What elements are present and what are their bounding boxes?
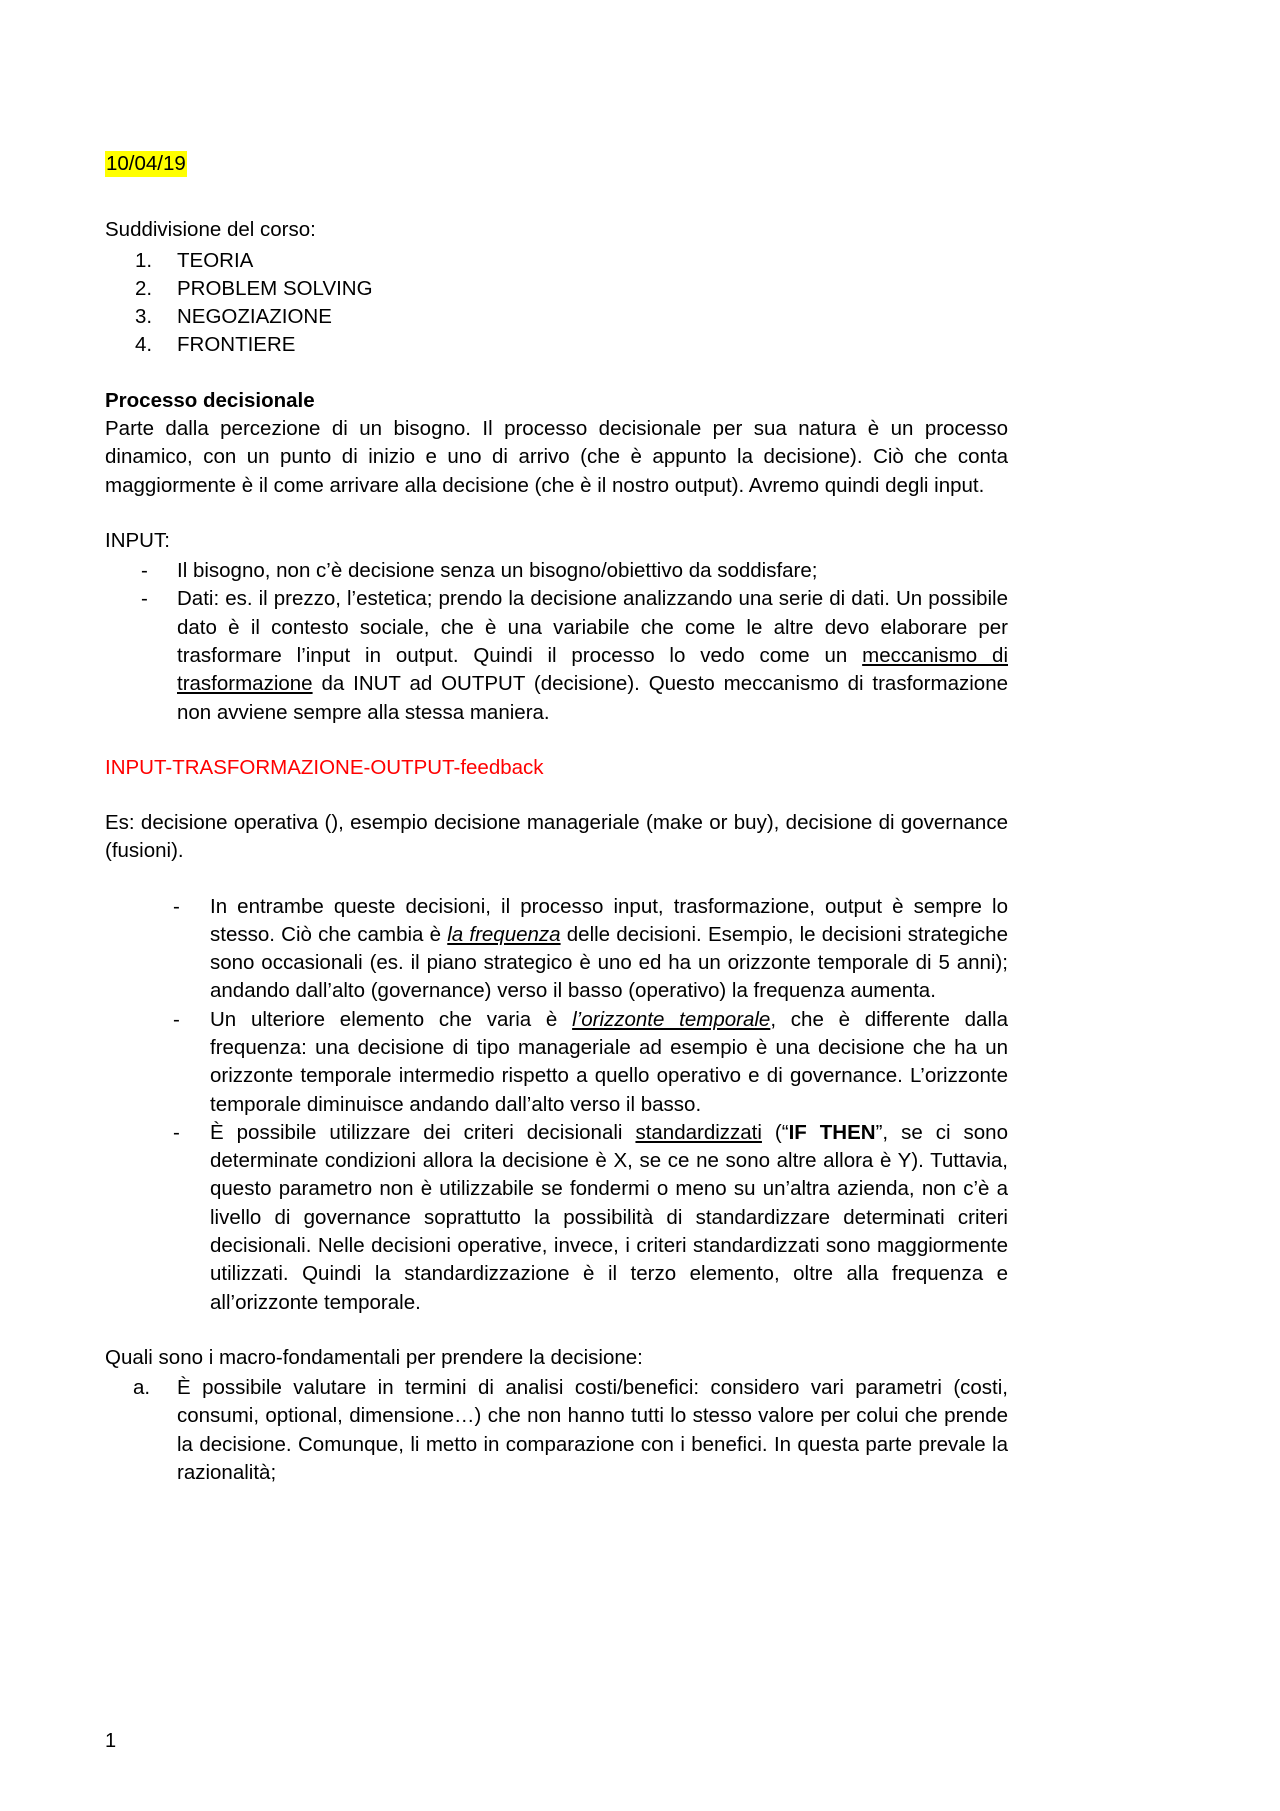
macro-list (105, 1374, 1008, 1487)
section-heading-processo: Processo decisionale (105, 388, 315, 412)
date-header (105, 150, 1008, 178)
spacer (105, 360, 1008, 387)
list-marker: 2. (135, 276, 153, 300)
list-marker: 3. (135, 305, 153, 329)
list-item (173, 893, 1008, 1006)
italic-underlined-emphasis: l’orizzonte temporale (572, 1007, 771, 1031)
list-item (141, 557, 1008, 585)
macro-section-lead: Quali sono i macro-fondamentali per prendere la decisione: (105, 1345, 643, 1369)
list-item-text-part3: ”, se ci sono determinate condizioni allora la decisione è X, se ce ne sono altre allora è Y). Tuttavia, questo parametro non è utilizzabile se fondermi o meno su un’altra azienda, non c’è a livello di governance soprattutto la possibilità di standardizzare determinati criteri decisionali. Nelle decisioni operative, invece, i criteri standardizzati sono maggiormente utilizzati. Quindi la standardizzazione è il terzo elemento, oltre alla frequenza e all’orizzonte temporale. (210, 1120, 1008, 1314)
decision-bullet-list (105, 893, 1008, 1317)
list-item-label: NEGOZIAZIONE (177, 305, 332, 329)
list-item (135, 247, 1008, 275)
list-item (141, 585, 1008, 726)
list-item (135, 331, 1008, 359)
list-item-label: PROBLEM SOLVING (177, 276, 373, 300)
spacer (105, 727, 1008, 754)
list-item-label: TEORIA (177, 248, 254, 272)
list-marker: a. (133, 1376, 151, 1400)
list-item-text-part2: delle decisioni. Esempio, le decisioni strategiche sono occasionali (es. il piano strategico è uno ed ha un orizzonte temporale di 5 anni); andando dall’alto (governance) verso il basso (operativo) la frequenza aumenta. (210, 922, 1008, 1003)
list-item (173, 1119, 1008, 1317)
spacer (105, 500, 1008, 527)
list-item-text-part1: È possibile utilizzare dei criteri decisionali (210, 1120, 636, 1144)
document-body (105, 150, 1008, 1487)
list-item (135, 275, 1008, 303)
flow-line: INPUT-TRASFORMAZIONE-OUTPUT-feedback (105, 755, 544, 779)
list-marker: 4. (135, 333, 153, 357)
list-item-text: È possibile valutare in termini di analisi costi/benefici: considero vari parametri (costi, consumi, optional, dimensione…) che non hanno tutti lo stesso valore per colui che prende la decisione. Comunque, li metto in comparazione con i benefici. In questa parte prevale la razionalità; (177, 1376, 1008, 1484)
spacer (105, 782, 1008, 809)
list-marker: - (173, 1120, 180, 1144)
list-item (135, 303, 1008, 331)
underlined-emphasis: meccanismo di trasformazione (177, 643, 1008, 696)
list-item-label: FRONTIERE (177, 333, 296, 357)
course-breakdown-lead: Suddivisione del corso: (105, 218, 316, 242)
list-marker: - (141, 587, 148, 611)
list-item-text-part2: , che è differente dalla frequenza: una decisione di tipo manageriale ad esempio è una decisione che ha un orizzonte temporale intermedio rispetto a quello operativo e di governance. L’orizzonte temporale diminuisce andando dall’alto verso il basso. (210, 1007, 1008, 1116)
list-item-text-part1: Dati: es. il prezzo, l’estetica; prendo la decisione analizzando una serie di dati. Un possibile dato è il contesto sociale, che è una variabile che come le altre devo elaborare per trasformare l’input in output. Quindi il processo lo vedo come un (177, 587, 1008, 667)
list-item-text-part1: In entrambe queste decisioni, il processo input, trasformazione, output è sempre lo stesso. Ciò che cambia è (210, 894, 1008, 946)
list-item-text: Il bisogno, non c’è decisione senza un bisogno/obiettivo da soddisfare; (177, 559, 818, 583)
italic-underlined-emphasis: la frequenza (447, 922, 561, 946)
list-item (133, 1374, 1008, 1487)
list-item (173, 1006, 1008, 1119)
list-marker: - (173, 894, 180, 918)
input-bullet-list (105, 557, 1008, 727)
list-item-text-part1: Un ulteriore elemento che varia è (210, 1007, 573, 1031)
spacer (105, 866, 1008, 893)
page-number: 1 (105, 1730, 117, 1752)
input-section-lead: INPUT: (105, 528, 170, 552)
spacer (105, 1317, 1008, 1344)
date-highlight: 10/04/19 (106, 152, 186, 175)
list-item-text-part2: (“ (761, 1120, 789, 1144)
examples-paragraph: Es: decisione operativa (), esempio decisione manageriale (make or buy), decisione di governance (fusioni). (105, 811, 1008, 863)
list-item-text-part2: da INUT ad OUTPUT (decisione). Questo meccanismo di trasformazione non avviene sempre alla stessa maniera. (177, 672, 1008, 724)
processo-paragraph: Parte dalla percezione di un bisogno. Il processo decisionale per sua natura è un processo dinamico, con un punto di inizio e uno di arrivo (che è appunto la decisione). Ciò che conta maggiormente è il come arrivare alla decisione (che è il nostro output). Avremo quindi degli input. (105, 416, 1008, 497)
list-marker: - (173, 1007, 180, 1031)
list-marker: - (141, 559, 148, 583)
list-marker: 1. (135, 248, 153, 272)
bold-emphasis: IF THEN (788, 1120, 876, 1144)
course-breakdown-list (105, 247, 1008, 360)
underlined-emphasis: standardizzati (635, 1120, 762, 1144)
